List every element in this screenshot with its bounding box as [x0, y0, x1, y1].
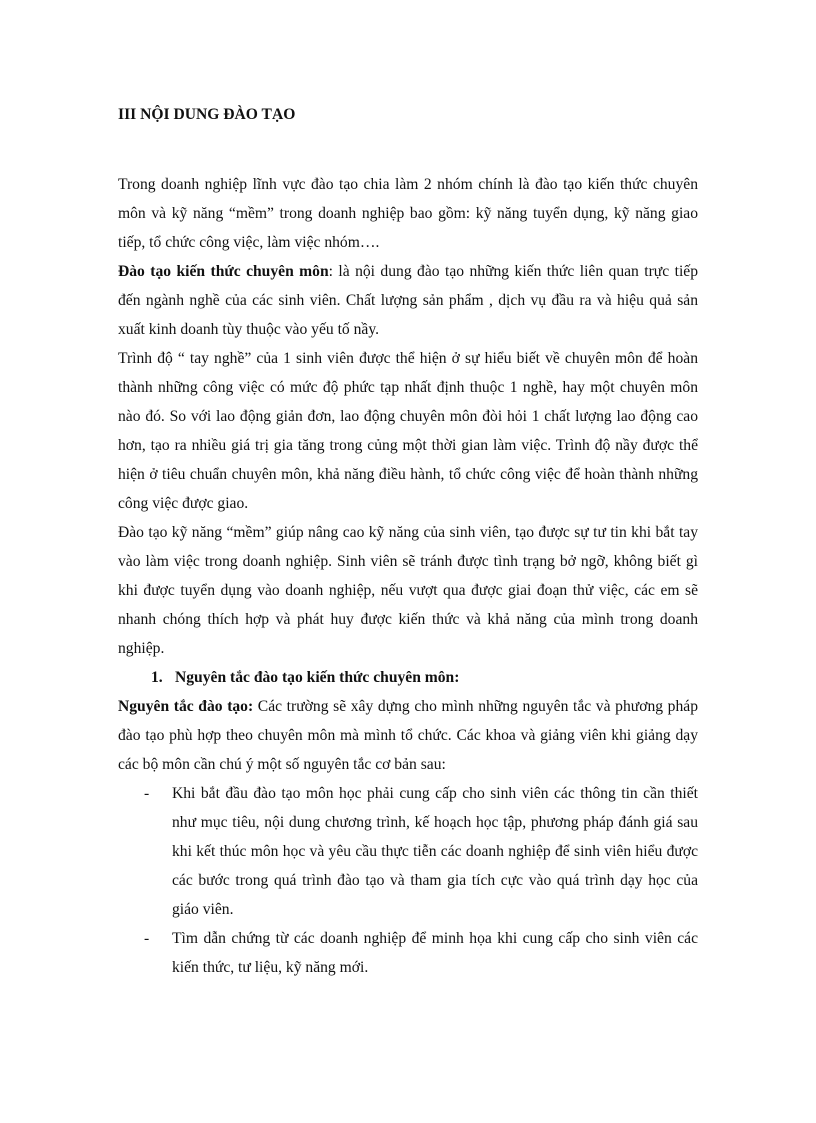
professional-training-text: : là nội dung đào tạo những kiến thức liên quan trực tiếp đến ngành nghề của các sinh viên. Chất lượng sản phẩm , dịch vụ đầu ra và hiệu quả sản xuất kinh doanh tùy thuộc vào yếu tố nầy.: [118, 263, 698, 338]
professional-training-paragraph: [118, 257, 698, 344]
soft-skills-paragraph: Đào tạo kỹ năng “mềm” giúp nâng cao kỹ năng của sinh viên, tạo được sự tư tin khi bắt tay vào làm việc trong doanh nghiệp. Sinh viên sẽ tránh được tình trạng bở ngỡ, không biết gì khi được tuyển dụng vào doanh nghiệp, nếu vượt qua được giai đoạn thử việc, các em sẽ nhanh chóng thích hợp và phát huy được kiến thức và khả năng của mình trong doanh nghiệp.: [118, 524, 698, 657]
subsection-heading: [118, 663, 698, 692]
list-item: [118, 779, 698, 924]
intro-paragraph: Trong doanh nghiệp lĩnh vực đào tạo chia làm 2 nhóm chính là đào tạo kiến thức chuyên môn và kỹ năng “mềm” trong doanh nghiệp bao gồm: kỹ năng tuyển dụng, kỹ năng giao tiếp, tổ chức công việc, làm việc nhóm….: [118, 176, 698, 251]
principles-label: Nguyên tắc đào tạo:: [118, 698, 254, 715]
list-item: [118, 924, 698, 982]
list-item-text: Tìm dẫn chứng từ các doanh nghiệp để minh họa khi cung cấp cho sinh viên các kiến thức, tư liệu, kỹ năng mới.: [172, 930, 698, 976]
professional-training-label: Đào tạo kiến thức chuyên môn: [118, 263, 329, 280]
section-title: III NỘI DUNG ĐÀO TẠO: [118, 106, 296, 123]
principles-paragraph: [118, 692, 698, 779]
principles-text: Các trường sẽ xây dựng cho mình những nguyên tắc và phương pháp đào tạo phù hợp theo chuyên môn mà mình tổ chức. Các khoa và giảng viên khi giảng dạy các bộ môn cần chú ý một số nguyên tắc cơ bản sau:: [118, 698, 698, 773]
skill-level-paragraph: Trình độ “ tay nghề” của 1 sinh viên được thể hiện ở sự hiểu biết về chuyên môn để hoàn thành những công việc có mức độ phức tạp nhất định thuộc 1 nghề, hay một chuyên môn nào đó. So với lao động giản đơn, lao động chuyên môn đòi hỏi 1 chất lượng lao động cao hơn, tạo ra nhiều giá trị gia tăng trong củng một thời gian làm việc. Trình độ nầy được thể hiện ở tiêu chuẩn chuyên môn, khả năng điều hành, tổ chức công việc để hoàn thành những công việc được giao.: [118, 350, 698, 512]
subsection-number: 1.: [151, 669, 163, 686]
subsection-title: Nguyên tắc đào tạo kiến thức chuyên môn:: [175, 669, 460, 686]
list-item-text: Khi bắt đầu đào tạo môn học phải cung cấp cho sinh viên các thông tin cần thiết như mục tiêu, nội dung chương trình, kế hoạch học tập, phương pháp đánh giá sau khi kết thúc môn học và yêu cầu thực tiễn các doanh nghiệp để sinh viên hiểu được các bước trong quá trình đào tạo và tham gia tích cực vào quá trình dạy học của giáo viên.: [172, 785, 698, 918]
list-item-marker: -: [144, 930, 150, 947]
document-body: [118, 100, 698, 982]
list-item-marker: -: [144, 785, 150, 802]
